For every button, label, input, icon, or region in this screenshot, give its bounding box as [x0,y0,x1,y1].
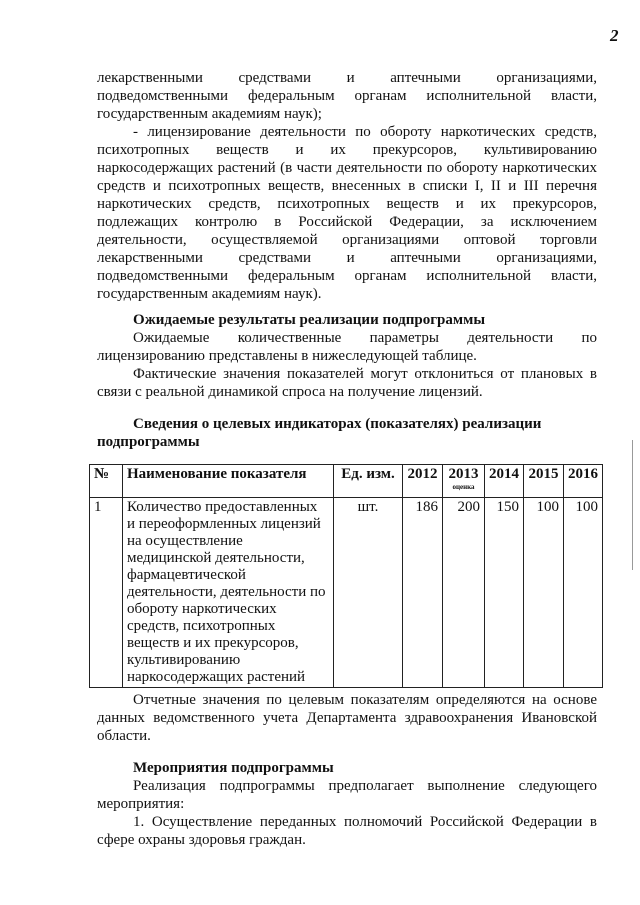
section-heading: Ожидаемые результаты реализации подпрограммы [133,312,486,328]
text-line: подпрограммы [97,434,200,450]
text-line: - лицензирование деятельности по обороту наркотических средств, [133,124,597,140]
text-line: сфере охраны здоровья граждан. [97,832,306,848]
text-line: наркосодержащих растений (в части деятельности по обороту наркотических [97,160,597,176]
cell-text-line: медицинской деятельности, [127,550,305,566]
text-line: данных ведомственного учета Департамента здравоохранения Ивановской [97,710,597,726]
col-name: Наименование показателя [123,465,334,498]
text-line: Реализация подпрограммы предполагает выполнение следующего [133,778,597,794]
cell-2016: 100 [564,498,603,688]
text-line: лекарственными средствами и аптечными организациями, [97,250,597,266]
cell-num: 1 [90,498,123,688]
col-2012: 2012 [403,465,443,498]
text-line: 1. Осуществление переданных полномочий Российской Федерации в [133,814,597,830]
text-line: средств и психотропных веществ, внесенных в списки I, II и III перечня [97,178,597,194]
table-row [90,498,603,688]
section-expected-results [97,311,597,401]
cell-text-line: на осуществление [127,533,243,549]
cell-2012: 186 [403,498,443,688]
paragraph-continuation [97,69,597,123]
text-line: деятельности, осуществляемой организациями оптовой торговли [97,232,597,248]
col-2015: 2015 [524,465,564,498]
text-line: подлежащих контролю в Российской Федерации, за исключением [97,214,597,230]
scan-edge-mark [632,440,633,570]
text-line: области. [97,728,151,744]
cell-2013: 200 [443,498,485,688]
text-line: Отчетные значения по целевым показателям определяются на основе [133,692,597,708]
text-line: государственным академиям наук). [97,286,322,302]
col-2013 [443,465,485,498]
col-2013-note: оценка [452,483,475,491]
paragraph-reporting [97,691,597,745]
text-line: мероприятия: [97,796,185,812]
table-caption [97,415,597,451]
cell-2014: 150 [485,498,524,688]
col-2016: 2016 [564,465,603,498]
table-header-row [90,465,603,498]
cell-text-line: деятельности, деятельности по [127,584,326,600]
text-line: лекарственными средствами и аптечными организациями, [97,70,597,86]
cell-text-line: веществ и их прекурсоров, [127,635,299,651]
cell-unit: шт. [334,498,403,688]
indicators-table [89,464,603,688]
text-line: Ожидаемые количественные параметры деятельности по [133,330,597,346]
cell-text-line: обороту наркотических [127,601,277,617]
col-num: № [90,465,123,498]
text-line: государственным академиям наук); [97,106,322,122]
text-line: лицензированию представлены в нижеследующей таблице. [97,348,477,364]
text-line: Сведения о целевых индикаторах (показателях) реализации [133,416,542,432]
cell-text-line: Количество предоставленных [127,499,318,515]
cell-name [123,498,334,688]
text-line: наркотических средств, психотропных веществ и их прекурсоров, [97,196,597,212]
cell-text-line: фармацевтической [127,567,246,583]
text-line: подведомственными федеральным органам исполнительной власти, [97,88,597,104]
col-2013-label: 2013 [448,466,479,482]
page-number: 2 [610,26,619,45]
section-heading: Мероприятия подпрограммы [133,760,334,776]
cell-text-line: и переоформленных лицензий [127,516,321,532]
cell-text-line: наркосодержащих растений [127,669,306,685]
cell-2015: 100 [524,498,564,688]
text-line: подведомственными федеральным органам исполнительной власти, [97,268,597,284]
col-unit: Ед. изм. [334,465,403,498]
paragraph-licensing [97,123,597,303]
text-line: связи с реальной динамикой спроса на получение лицензий. [97,384,483,400]
cell-text-line: культивированию [127,652,241,668]
section-measures [97,759,597,849]
col-2014: 2014 [485,465,524,498]
cell-text-line: средств, психотропных [127,618,276,634]
text-line: психотропных веществ и их прекурсоров, культивированию [97,142,597,158]
text-line: Фактические значения показателей могут отклониться от плановых в [133,366,597,382]
